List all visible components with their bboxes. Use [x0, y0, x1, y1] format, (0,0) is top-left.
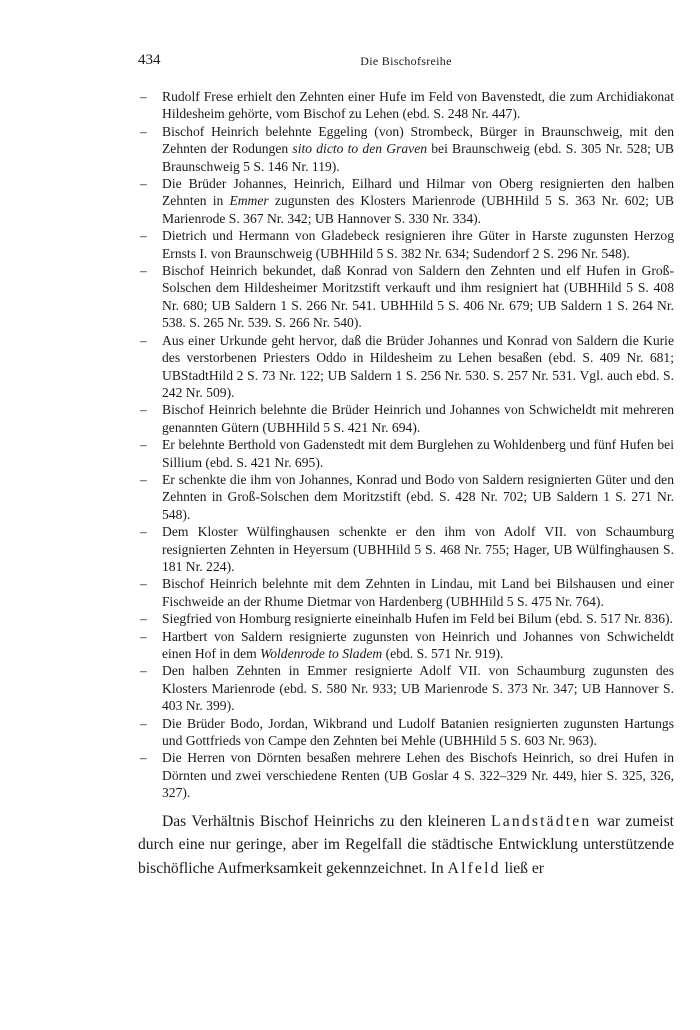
entry-text: Dietrich und Hermann von Gladebeck resignieren ihre Güter in Harste zugunsten Herzog Ernsts I. von Braunschweig (UBHHild 5 S. 382 Nr. 634; Sudendorf 2 S. 296 Nr. 548).	[162, 228, 674, 261]
paragraph-text: Das Verhältnis Bischof Heinrichs zu den kleineren	[162, 812, 491, 830]
spaced-term: Landstädten	[491, 812, 592, 830]
page-number: 434	[138, 52, 161, 68]
entry-text: bei Braunschweig (ebd. S. 305 Nr. 528; UB Braunschweig 5 S. 146 Nr. 119).	[162, 141, 674, 174]
list-dash: –	[140, 437, 147, 453]
entry-text: Die Herren von Dörnten besaßen mehrere Lehen des Bischofs Heinrich, so drei Hufen in Dörnten und zwei verschiedene Renten (UB Goslar 4 S. 322–329 Nr. 449, hier S. 325, 326, 327).	[162, 750, 674, 801]
list-item	[138, 715, 674, 750]
entry-text: Hartbert von Saldern resignierte zugunsten von Heinrich und Johannes von Schwicheldt einen Hof in dem	[162, 628, 674, 661]
list-item	[138, 262, 674, 332]
list-item	[138, 749, 674, 801]
entry-italic-text: Woldenrode to Sladem	[260, 646, 383, 661]
list-item	[138, 523, 674, 575]
entry-text: Siegfried von Homburg resignierte eineinhalb Hufen im Feld bei Bilum (ebd. S. 517 Nr. 836).	[162, 611, 673, 627]
entry-text: Bischof Heinrich bekundet, daß Konrad von Saldern den Zehnten und elf Hufen in Groß-Solschen dem Hildesheimer Moritzstift verkauft und ihm resigniert hat (UBHHild 5 S. 408 Nr. 680; UB Saldern 1 S. 266 Nr. 541. UBHHild 5 S. 406 Nr. 679; UB Saldern 1 S. 264 Nr. 538. S. 265 Nr. 539. S. 266 Nr. 540).	[162, 263, 674, 331]
entry-text: Bischof Heinrich belehnte Eggeling (von) Strombeck, Bürger in Braunschweig, mit den Zehnten der Rodungen	[162, 123, 674, 157]
entry-text: zugunsten des Klosters Marienrode (UBHHild 5 S. 363 Nr. 602; UB Marienrode S. 367 Nr. 342; UB Hannover S. 330 Nr. 334).	[162, 193, 674, 226]
list-item	[138, 401, 674, 436]
list-dash: –	[140, 402, 147, 418]
entry-text: Die Brüder Bodo, Jordan, Wikbrand und Ludolf Batanien resignierten zugunsten Hartungs und Gottfrieds von Campe den Zehnten bei Mehle (UBHHild 5 S. 603 Nr. 963).	[162, 715, 674, 749]
list-item	[138, 123, 674, 175]
entry-text: Er schenkte die ihm von Johannes, Konrad und Bodo von Saldern resignierten Güter und den Zehnten in Groß-Solschen dem Moritzstift (ebd. S. 428 Nr. 702; UB Saldern 1 S. 271 Nr. 548).	[162, 471, 674, 522]
paragraph-text: war zumeist durch eine nur geringe, aber im Regelfall die städtische Entwicklung unterstützende bischöfliche Aufmerksamkeit gekennzeichnet. In	[138, 812, 674, 878]
list-dash: –	[140, 176, 147, 192]
entry-italic-text: sito dicto to den Graven	[292, 141, 428, 157]
entry-text: Dem Kloster Wülfinghausen schenkte er den ihm von Adolf VII. von Schaumburg resignierten Zehnten in Heyersum (UBHHild 5 S. 468 Nr. 755; Hager, UB Wülfinghausen S. 181 Nr. 224).	[162, 524, 674, 574]
list-dash: –	[140, 576, 147, 592]
list-item	[138, 436, 674, 471]
list-dash: –	[140, 471, 147, 487]
paragraph-text: ließ er	[500, 860, 544, 878]
list-item	[138, 175, 674, 227]
list-dash: –	[140, 628, 147, 644]
entry-text: Aus einer Urkunde geht hervor, daß die Brüder Johannes und Konrad von Saldern die Kurie des verstorbenen Priesters Oddo in Hildesheim zu Lehen besaßen (ebd. S. 409 Nr. 681; UBStadtHild 2 S. 73 Nr. 122; UB Saldern 1 S. 256 Nr. 530. S. 257 Nr. 531. Vgl. auch ebd. S. 242 Nr. 509).	[162, 332, 674, 400]
entry-text: Bischof Heinrich belehnte mit dem Zehnten in Lindau, mit Land bei Bilshausen und einer Fischweide an der Rhume Dietmar von Hardenberg (UBHHild 5 S. 475 Nr. 764).	[162, 576, 674, 609]
entry-text: Bischof Heinrich belehnte die Brüder Heinrich und Johannes von Schwicheldt mit mehreren genannten Gütern (UBHHild 5 S. 421 Nr. 694).	[162, 402, 674, 435]
list-item	[138, 332, 674, 402]
entry-text: Er belehnte Berthold von Gadenstedt mit dem Burglehen zu Wohldenberg und fünf Hufen bei Sillium (ebd. S. 421 Nr. 695).	[162, 437, 674, 470]
running-head	[138, 52, 674, 74]
list-item	[138, 575, 674, 610]
body-paragraph	[138, 810, 674, 881]
list-item	[138, 610, 674, 627]
list-dash: –	[140, 123, 147, 139]
list-dash: –	[140, 750, 147, 766]
list-item	[138, 662, 674, 714]
list-item	[138, 471, 674, 523]
entry-text: Die Brüder Johannes, Heinrich, Eilhard und Hilmar von Oberg resignierten den halben Zehnten in	[162, 176, 674, 209]
spaced-place-name: Alfeld	[447, 860, 501, 878]
list-dash: –	[140, 524, 147, 540]
list-dash: –	[140, 663, 147, 679]
list-dash: –	[140, 715, 147, 731]
document-page	[138, 52, 674, 881]
list-dash: –	[140, 89, 147, 104]
list-dash: –	[140, 228, 147, 244]
list-item	[138, 88, 674, 123]
entry-list	[138, 88, 674, 802]
list-dash: –	[140, 332, 147, 348]
entry-text: Rudolf Frese erhielt den Zehnten einer Hufe im Feld von Bavenstedt, die zum Archidiakonat Hildesheim gehörte, vom Bischof zu Lehen (ebd. S. 248 Nr. 447).	[162, 89, 674, 122]
list-dash: –	[140, 263, 147, 279]
entry-text: Den halben Zehnten in Emmer resignierte Adolf VII. von Schaumburg zugunsten des Klosters Marienrode (ebd. S. 580 Nr. 933; UB Marienrode S. 373 Nr. 347; UB Hannover S. 403 Nr. 399).	[162, 663, 674, 714]
entry-italic-text: Emmer	[229, 193, 269, 209]
entry-text: (ebd. S. 571 Nr. 919).	[382, 646, 504, 661]
list-item	[138, 227, 674, 262]
list-dash: –	[140, 611, 147, 627]
list-item	[138, 628, 674, 663]
running-head-title: Die Bischofsreihe	[360, 54, 452, 68]
